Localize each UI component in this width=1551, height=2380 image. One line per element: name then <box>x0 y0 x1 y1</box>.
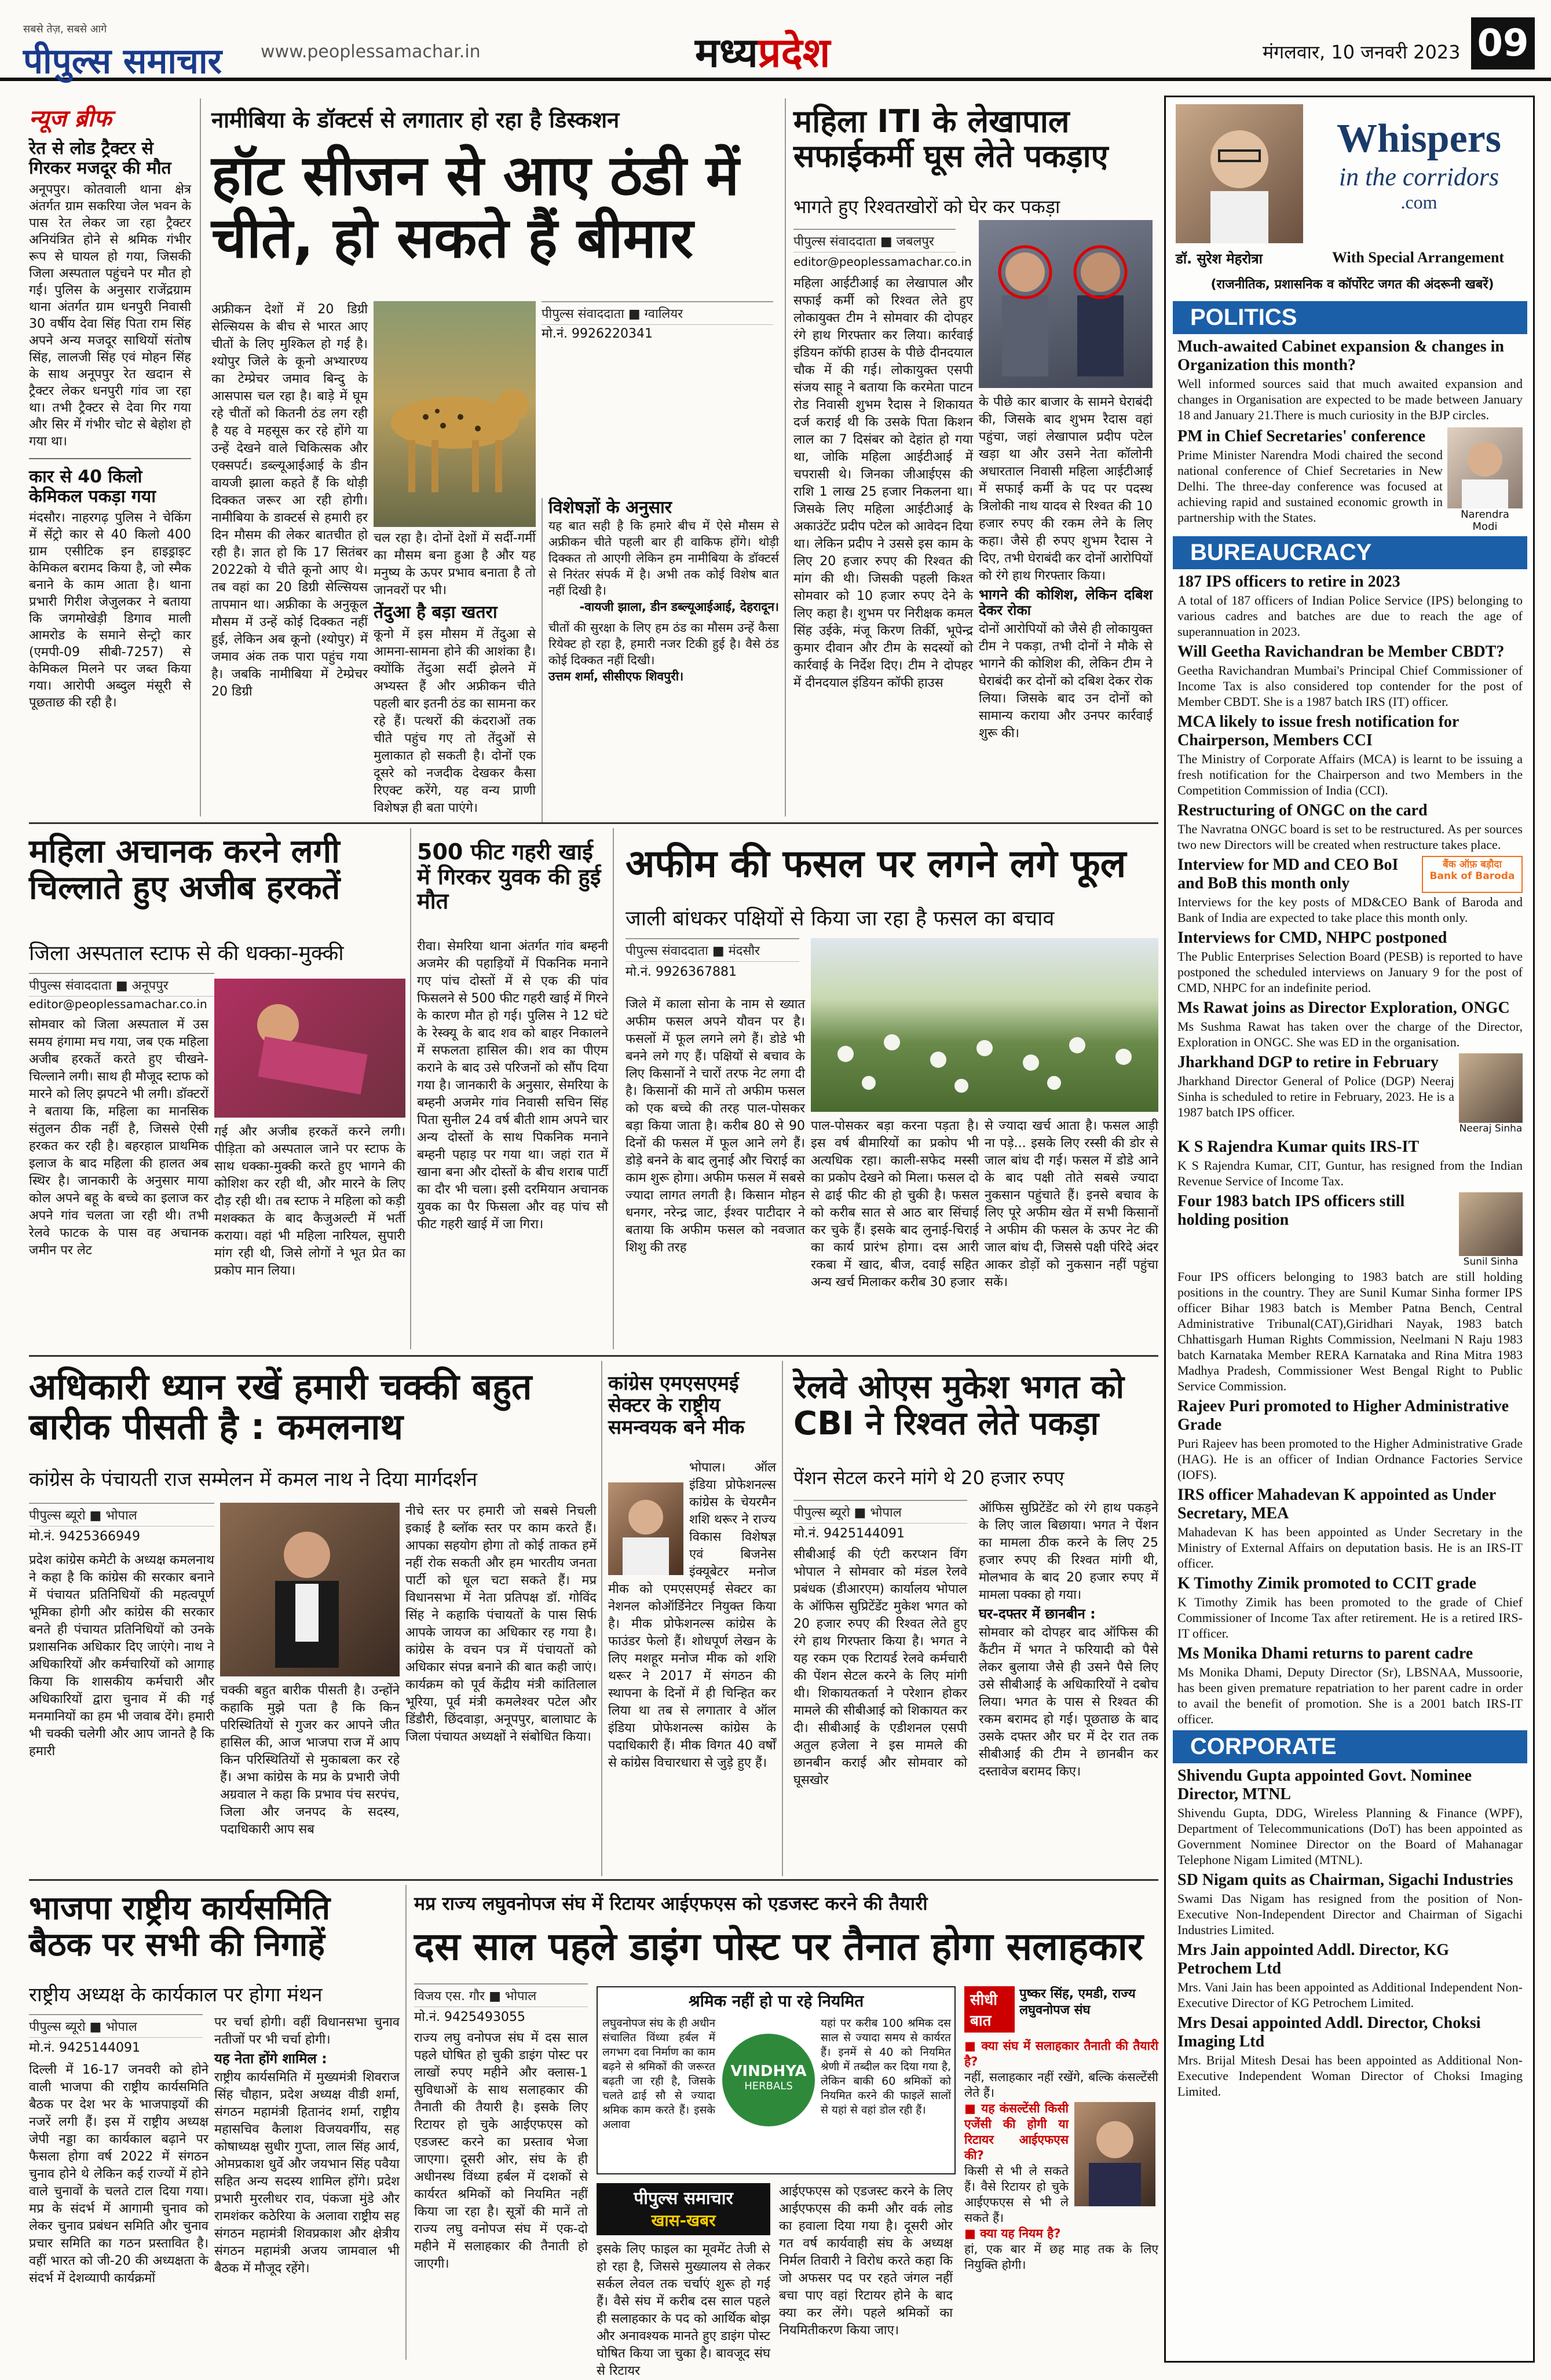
iti-col-2-text: के पीछे कार बाजार के सामने घेराबंदी की, जिसके बाद शुभम रैदास वहां पहुंचा, जहां लेखापाल प्रदीप पटेल खड़ा था और उसने नेता कॉलोनी अधारताल निवासी महिला आईटीआई में सफाई कर्मी के पद पर पदस्थ त्रिलोकी नाथ यादव से रिश्वत की 10 हजार रुपए की रकम लेने के लिए कहा। जैसे ही रुपए शुभम रैदास ने दिए, तभी घेराबंदी कर दोनों आरोपियों को रंगे हाथ गिरफ्तार किया। <box>979 395 1153 583</box>
bureaucracy-item-8 <box>1177 1053 1523 1134</box>
portrait-icon <box>1176 104 1303 243</box>
vindhya-herbals-logo <box>722 2034 815 2126</box>
bureaucracy-item-9-title[interactable]: K S Rajendra Kumar quits IRS-IT <box>1177 1138 1420 1156</box>
bureaucracy-item-6-body: The Public Enterprises Selection Board (PESB) is reported to have postponed the scheduled interviews on January 9 for the post of CMD, NHPC for an indefinite period. <box>1177 949 1523 995</box>
expert-box <box>542 498 779 822</box>
iti-email[interactable]: editor@peoplessamachar.co.in <box>793 255 972 269</box>
railway-col-2b-text: सोमवार को दोपहर बाद ऑफिस की कैंटीन में भगत ने फरियादी को पैसे लेकर बुलाया जैसे ही उसने पैसे लिए उसे सीबीआई के अधिकारियों ने दबोच लिया। भगत के पास से रिश्वत की रकम बरामद हो गई। पूछताछ के बाद उसके दफ्तर और घर में देर रात तक सीबीआई की टीम ने छानबीन कर दस्तावेज बरामद किए। <box>979 1625 1158 1779</box>
bureaucracy-item-9-body: K S Rajendra Kumar, CIT, Guntur, has resigned from the Indian Revenue Service of Income Tax. <box>1177 1158 1523 1188</box>
kamalnath-byline <box>29 1503 214 1526</box>
photo-spacer <box>608 1459 689 1575</box>
bureaucracy-header: BUREAUCRACY <box>1173 536 1527 569</box>
bjp-subhead: यह नेता होंगे शामिल : <box>214 2051 327 2067</box>
cheetah-col-1: अफ्रीकन देशों में 20 डिग्री सेल्सियस के बीच से भारत आए चीतों के लिए मुश्किल हो गई है। श्योपुर जिले के कूनो अभ्यारण्य का टेम्प्रेचर जमाव बिन्दु के आसपास चल रहा है। बाड़े में घूम रहे चीतों को कितनी ठंड लग रही है यह वे महसूस कर रहे होंगे या उन्हें देखने वाले चिकित्सक और एक्सपर्ट। डब्ल्यूआईआई के डीन वायजी झाला कहते हैं कि थोड़ी दिक्कत जरूर आ रही होगी। नामीबिया के डाक्टर्स से हमारी हर दिन मौसम की लेकर बातचीत हो रही है। ज्ञात हो कि 17 सितंबर 2022को ये चीते कूनो आए थे। तब वहां का 20 डिग्री सेल्सियस तापमान था। अफ्रीका के अनुकूल मौसम में उन्हें कोई दिक्कत नहीं हुई, लेकिन अब कूनो (श्योपुर) में जमाव अंक तक पारा पहुंच गया है। जबकि नामीबिया में टेम्प्रेचर 20 डिग्री <box>211 302 368 699</box>
seedhi-baat-box <box>964 1986 1158 2357</box>
shramik-box <box>597 1986 956 2174</box>
byline-text: पीपुल्स संवाददाता ■ जबलपुर <box>793 235 934 249</box>
politics-item-1-title[interactable]: Much-awaited Cabinet expansion & changes in Organization this month? <box>1177 338 1504 374</box>
bjp-byline <box>29 2014 203 2038</box>
bureaucracy-item-13-title[interactable]: K Timothy Zimik promoted to CCIT grade <box>1177 1575 1476 1592</box>
bureaucracy-item-11-body: Puri Rajeev has been promoted to the Higher Administrative Grade (HAG). He is an officer of Indian Ordnance Factories Service (IOFS). <box>1177 1436 1523 1482</box>
brief-2-headline: कार से 40 किलो केमिकल पकड़ा गया <box>29 467 156 507</box>
seedhi-baat-person: पुष्कर सिंह, एमडी, राज्य लघुवनोपज संघ <box>1019 1987 1136 2017</box>
modi-photo <box>1447 427 1523 508</box>
column-rule <box>410 828 411 1349</box>
afeem-mobile: मो.नं. 9926367881 <box>625 965 737 979</box>
corporate-item-3-title[interactable]: Mrs Jain appointed Addl. Director, KG Petrochem Ltd <box>1177 1941 1450 1978</box>
bureaucracy-item-8-text <box>1177 1053 1454 1134</box>
kamalnath-col-3: नीचे स्तर पर हमारी जो सबसे निचली इकाई है ब्लॉक स्तर पर काम करते हैं। आपका सहयोग होगा तो कोई ताकत हमें नहीं रोक सकती और हम भारतीय जनता पार्टी को धूल चटा सकते हैं। मप्र विधानसभा में नेता प्रतिपक्ष डॉ. गोविंद सिंह ने कहाकि पंचायतों के पास सिर्फ आपके जायज का अधिकार रह गया है। कांग्रेस के वचन पत्र में पंचायतों को अधिकार संपन्न बनाने की बात कही जाएं। कार्यक्रम को पूर्व केंद्रीय मंत्री कांतिलाल भूरिया, पूर्व मंत्री कमलेश्वर पटेल और डिंडौरी, छिंदवाड़ा, अनूपपुर, बालाघाट के जिला पंचायत अध्यक्षों ने संबोधित किया। <box>405 1504 597 1744</box>
politics-item-1-body: Well informed sources said that much awaited expansion and changes in Organisation are expected to be made between January 18 and January 21.There is much curiosity in the BJP circles. <box>1177 376 1523 422</box>
iti-arrest-photo <box>979 220 1153 388</box>
bureaucracy-item-13-body: K Timothy Zimik has been promoted to the grade of Chief Commissioner of Income Tax after retirement. He is a retired IRS-IT officer. <box>1177 1595 1523 1641</box>
pushkar-photo <box>1074 2102 1155 2206</box>
khas-brand-a: पीपुल्स <box>634 2188 678 2209</box>
column-rule <box>601 1361 602 1876</box>
khas-brand-b: समाचार <box>683 2188 733 2209</box>
vindhya-logo-text: VINDHYA <box>730 2063 807 2080</box>
politics-item-2 <box>1177 427 1523 533</box>
seedhi-a1: नहीं, सलाहकार नहीं रखेंगे, बल्कि कंसल्टेंसी लेते हैं। <box>964 2070 1158 2100</box>
meek-body-text: भोपाल। ऑल इंडिया प्रोफेशनल्स कांग्रेस के चेयरमैन शशि थरूर ने राज्य विकास विशेषज्ञ एवं बिजनेस इंक्यूबेटर मनोज मीक को एमएसएमई सेक्टर का नेशनल कोऑर्डिनेटर नियुक्त किया है। मीक प्रोफेशनल्स कांग्रेस के फाउंडर फेलो हैं। शोधपूर्ण लेखन के लिए मशहूर मनोज मीक को शशि थरूर ने 2017 में संगठन की स्थापना के दिनों में ही चिन्हित कर लिया था तब से लगातार वे ऑल इंडिया प्रोफेशनल्स कांग्रेस के पदाधिकारी हैं। मीक विगत 40 वर्षों से कांग्रेस विचारधारा से जुड़े हुए हैं। <box>608 1460 776 1770</box>
whispers-logo <box>1312 116 1526 243</box>
bureaucracy-item-5 <box>1177 856 1523 893</box>
seedhi-q1: ■ क्या संघ में सलाहकार तैनाती की तैयारी है? <box>964 2039 1158 2068</box>
byline-text: पीपुल्स संवाददाता ■ अनूपपुर <box>29 979 169 993</box>
afeem-kicker: जाली बांधकर पक्षियों से किया जा रहा है फसल का बचाव <box>625 907 1055 931</box>
bureaucracy-item-7-body: Ms Sushma Rawat has taken over the charge of the Director, Exploration in ONGC. She was ED in the organisation. <box>1177 1019 1523 1049</box>
bureaucracy-item-10-text <box>1177 1192 1454 1268</box>
afeem-headline: अफीम की फसल पर लगने लगे फूल <box>625 841 1126 886</box>
railway-byline <box>793 1500 967 1524</box>
shramik-box-col-1: लघुवनोपज संघ के ही अधीन संचालित विंध्या हर्बल में लगभग दवा निर्माण का काम बढ़ने से श्रमिकों की जरूरत बढ़ती जा रही है, जिसके चलते ढाई सौ से ज्यादा श्रमिक काम करते हैं। इसके अलावा <box>602 2017 715 2131</box>
laghu-col-4: आईएफएस को एडजस्ट करने के लिए आईएफएस की कमी और वर्क लोड का हवाला दिया गया है। दूसरी ओर गत वर्ष कार्यवाही संघ के अध्यक्ष निर्मल तिवारी ने विरोध करते कहा कि जो अफसर पद पर रहते जंगल नहीं बचा पाए वहां रिटायर होने के बाद क्या कर लेंगे। पहले श्रमिकों का नियमितीकरण किया जाए। <box>779 2184 953 2338</box>
section-title <box>695 23 830 79</box>
column-rule <box>785 98 786 816</box>
cheetah-byline <box>542 301 773 325</box>
expert-quote-2: चीतों की सुरक्षा के लिए हम ठंड का मौसम उन्हें कैसा रियेक्ट हो रहा है, हमारी नजर टिकी हुई है। वैसे ठंड कोई दिक्कत नहीं दिखी। <box>548 620 779 667</box>
woman-figure-icon <box>214 979 405 1118</box>
byline-text: पीपुल्स ब्यूरो ■ भोपाल <box>29 1508 137 1523</box>
divider <box>29 458 191 459</box>
expert-quote-2-attrib: उत्तम शर्मा, सीसीएफ शिवपुरी। <box>548 669 684 683</box>
byline-text: पीपुल्स संवाददाता ■ मंदसौर <box>625 944 760 958</box>
iti-headline: महिला ITI के लेखापाल सफाईकर्मी घूस लेते पकड़ाए <box>793 103 1109 175</box>
afeem-col-3: से ज्यादा खर्च आता है। फसल आड़ी ना पड़े... इसके लिए रस्सी की डोर से जाल बांध दी गई। फसल में डोडे आने के बाद पक्षी तोते सबसे ज्यादा नुकसान पहुंचाते हैं। इनसे बचाव के लिए पूरे अफीम खेत में सभी किसानों ने अफीम की फसल के ऊपर नेट की जाल बांध दी, जिससे पक्षी पंरिदे अंदर आकर डोड़ों को नुकसान नहीं पहुंचा सकें। <box>985 1119 1158 1290</box>
corporate-item-3-body: Mrs. Vani Jain has been appointed as Additional Independent Non-Executive Director of KG Petrochem Limited. <box>1177 1980 1523 2010</box>
row-rule <box>29 822 1158 824</box>
sunil-photo-block <box>1459 1192 1523 1268</box>
bureaucracy-item-12-body: Mahadevan K has been appointed as Under Secretary in the Ministry of External Affairs on deputation basis. He is an IRS-IT officer. <box>1177 1525 1523 1570</box>
bjp-col-2-text: पर चर्चा होगी। वहीं विधानसभा चुनाव नतीजों पर भी चर्चा होगी। <box>214 2015 400 2047</box>
bob-logo-hindi: बैंक ऑफ़ बड़ौदा <box>1443 859 1502 870</box>
politics-item-2-body: Prime Minister Narendra Modi chaired the second national conference of Chief Secretaries in New Delhi. The three-day conference was focused at achieving rapid and sustained economic growth in partnership with the States. <box>1177 448 1443 525</box>
mahila-byline <box>29 973 214 997</box>
corporate-item-2-body: Swami Das Nigam has resigned from the position of Non-Executive Non-Independent Director and Chairman of Sigachi Industries Limited. <box>1177 1891 1523 1937</box>
mahila-kicker: जिला अस्पताल स्टाफ से की धक्का-मुक्की <box>29 942 344 965</box>
logo-tagline: सबसे तेज़, सबसे आगे <box>23 23 107 35</box>
corporate-items <box>1173 1763 1527 2103</box>
corporate-item-1-body: Shivendu Gupta, DDG, Wireless Planning & Finance (WPF), Department of Telecommunications (DoT) has been appointed as Government Nominee Director on the Board of Mahanagar Telephone Nigam Limited (MTNL). <box>1177 1806 1523 1867</box>
cheetah-figure-icon <box>374 301 536 527</box>
brief-2-body: मंदसौर। नाहरगढ़ पुलिस ने चेकिंग में सेंट्रो कार से 40 किलो 400 ग्राम एसीटिक इन हाइड्राइट केमिकल बरामद किया है, जो स्मैक बनाने के काम आता है। थाना प्रभारी गिरीश जेजुलकर ने बताया कि जगमोखेड़ी डिगाव माली आमरोड के समाने सेन्ट्रो कार (एमपी-09 सीबी-7257) से केमिकल मिलने पर जब्त किया गया। आरोपी अब्दुल मंसूरी से पूछताछ की रही है। <box>29 511 191 711</box>
brief-1-body: अनूपपुर। कोतवाली थाना क्षेत्र अंतर्गत ग्राम सकरिया जेल भवन के पास रेत लेकर जा रहा ट्रैक्टर अनियंत्रित होने से श्रमिक गंभीर रूप से घायल हो गया, जिसकी जिला अस्पताल पहुंचने पर मौत हो गई। पुलिस के अनुसार राजेंद्रग्राम थाना अंतर्गत ग्राम धनपुरी निवासी 30 वर्षीय देवा सिंह पिता राम सिंह अपने अन्य मजदूर साथियों संतोष सिंह, लालजी सिंह एवं मोहन सिंह के साथ अनूपपुर रेत खदान से ट्रैक्टर लेकर धनपुरी गांव जा रहा था। तभी ट्रैक्टर से देवा गिर गया और सिर में गंभीर चोट से बेहोश हो गया था। <box>29 182 191 449</box>
cheetah-kicker: नामीबिया के डॉक्टर्स से लगातार हो रहा है डिस्कशन <box>211 107 620 133</box>
bjp-col-1: दिल्ली में 16-17 जनवरी को होने वाली भाजपा की राष्ट्रीय कार्यसमिति बैठक पर देश भर के भाजपाइयों की नजरें लगी हैं। इस में राष्ट्रीय अध्यक्ष जेपी नड्डा का कार्यकाल बढ़ाने पर फैसला होगा वर्ष 2022 में संगठन चुनाव होने थे लेकिन कई राज्यों में होने वाले चुनावों के चलते टाल दिया गया। मप्र के संदर्भ में आगामी चुनाव को लेकर चुनाव प्रबंधन समिति और चुनाव प्रचार समिति का गठन प्रस्तावित है। वहीं भारत को जी-20 की अध्यक्षता के संदर्भ में देशव्यापी कार्यक्रमों <box>29 2063 208 2286</box>
speaker-icon <box>220 1503 400 1676</box>
bureaucracy-item-2-title[interactable]: Will Geetha Ravichandran be Member CBDT? <box>1177 643 1505 661</box>
opium-field-photo <box>811 938 1158 1112</box>
seedhi-a2: किसी से भी ले सकते हैं। वैसे रिटायर हो चुके आईएफएस से भी ले सकते हैं। <box>964 2164 1069 2225</box>
kamalnath-headline: अधिकारी ध्यान रखें हमारी चक्की बहुत बारीक पीसती है : कमलनाथ <box>29 1365 532 1448</box>
railway-col-1: सीबीआई की एंटी करप्शन विंग भोपाल ने सोमवार को मंडल रेलवे प्रबंधक (डीआरएम) कार्यालय भोपाल के ऑफिस सुप्रिटेंडेंट मुकेश भगत को 20 हजार रुपए की रिश्वत लेते हुए रंगे हाथ गिरफ्तार किया है। भगत ने यह रकम एक रिटायर्ड रेलवे कर्मचारी की पेंशन सेटल करने के लिए मांगी थी। शिकायतकर्ता ने परेशान होकर मामले की सीबीआई को शिकायत कर दी। सीबीआई के एडीशनल एसपी अतुल हजेला ने इस मामले की छानबीन कराई और सोमवार को घूसखोर <box>793 1547 967 1788</box>
kamalnath-col-1: प्रदेश कांग्रेस कमेटी के अध्यक्ष कमलनाथ ने कहा है कि कांग्रेस की सरकार बनाने में पंचायत प्रतिनिधियों की महत्वपूर्ण भूमिका होगी और कांग्रेस की सरकार बनते ही पंचायत प्रतिनिधियों को उनके प्रशासनिक अधिकार दिए जाएंगे। नाथ ने अधिकारियों और कर्मचारियों को आगाह किया कि शासकीय कर्मचारी और अधिकारियों द्वारा चुनाव में की गई मनमानियों का हम भी जवाब देंगे। हमारी भी चक्की चलेगी और आप जानते है कि हमारी <box>29 1553 214 1759</box>
bob-logo-english: Bank of Baroda <box>1429 870 1515 882</box>
neeraj-photo <box>1459 1053 1523 1123</box>
cheetah-headline: हॉट सीजन से आए ठंडी में चीते, हो सकते हैं बीमार <box>211 143 740 270</box>
railway-mobile: मो.नं. 9425144091 <box>793 1526 905 1541</box>
modi-photo-block <box>1447 427 1523 533</box>
bjp-col-2b-text: राष्ट्रीय कार्यसमिति में मुख्यमंत्री शिवराज सिंह चौहान, प्रदेश अध्यक्ष वीडी शर्मा, संगठन महामंत्री हितानंद शर्मा, राष्ट्रीय महासचिव कैलाश विजयवर्गीय, सह कोषाध्यक्ष सुधीर गुप्ता, लाल सिंह आर्य, ओमप्रकाश धुर्वे और जयभान सिंह पवैया सहित अन्य सदस्य शामिल होंगे। प्रदेश प्रभारी मुरलीधर राव, पंकजा मुंडे और रामशंकर कठेरिया के अलावा राष्ट्रीय सह संगठन महामंत्री शिवप्रकाश और क्षेत्रीय संगठन महामंत्री अजय जामवाल भी बैठक में मौजूद रहेंगे। <box>214 2070 400 2276</box>
corporate-item-1-title[interactable]: Shivendu Gupta appointed Govt. Nominee Director, MTNL <box>1177 1767 1472 1803</box>
column-rule <box>782 1361 783 1876</box>
politics-header: POLITICS <box>1173 301 1527 334</box>
mahila-headline: महिला अचानक करने लगी चिल्लाते हुए अजीब हरकतें <box>29 833 341 907</box>
column-rule <box>405 1885 407 2360</box>
seedhi-baat-header <box>964 1986 1158 2033</box>
kamalnath-col-2: चक्की बहुत बारीक पीसती है। उन्होंने कहाकि मुझे पता है कि किन परिस्थितियों से गुजर कर आपने जीत हासिल की, आज भाजपा राज में आप किन परिस्थितियों से मुकाबला कर रहे हैं। अभा कांग्रेस के मप्र के प्रभारी जेपी अग्रवाल ने कहा कि प्रभाव पंच सरपंच, जिला और जनपद के सदस्य, पदाधिकारी आप सब <box>220 1683 400 1837</box>
iti-byline <box>793 229 956 252</box>
section-title-a: मध्य <box>695 29 758 76</box>
whispers-content <box>1173 301 1527 2357</box>
whispers-logo-2: in the corridors <box>1338 163 1499 191</box>
mahila-col-1: सोमवार को जिला अस्पताल में उस समय हंगामा मच गया, जब एक महिला अजीब हरकतें करते हुए चीखने-चिल्लाने लगी। साथ ही मौजूद स्टाफ को मारने को लिए झपटने भी लगी। डॉक्टरों ने बताया कि, महिला का मानसिक संतुलन ठीक नहीं है, जिससे ऐसी हरकत कर रही है। बहरहाल प्राथमिक इलाज के बाद महिला की हालत अब स्थिर है। जानकारी के अनुसार माया कोल अपने बहू के बच्चे का इलाज कर अपने गांव चलता जा रही थी। तभी रेलवे फाटक के पास वह अचानक जमीन पर लेट <box>29 1017 208 1258</box>
flower-field-icon <box>811 938 1158 1112</box>
whispers-description: (राजनीतिक, प्रशासनिक व कॉर्पोरेट जगत की अंदरूनी खबरें) <box>1210 277 1494 292</box>
portrait-icon <box>1074 2102 1155 2206</box>
kamalnath-photo <box>220 1503 400 1676</box>
bureaucracy-item-2-body: Geetha Ravichandran Mumbai's Principal Chief Commissioner of Income Tax is also considered top contender for the post of Member CBDT. She is a 1987 batch IRS (IT) officer. <box>1177 663 1523 709</box>
seedhi-q2: ■ यह कंसल्टेंसी किसी एजेंसी की होगी या रिटायर आईएफएस की? <box>964 2101 1069 2162</box>
politics-item-2-text <box>1177 427 1443 533</box>
kamalnath-mobile: मो.नं. 9425366949 <box>29 1529 141 1544</box>
railway-subhead: घर-दफ्तर में छानबीन : <box>979 1606 1096 1622</box>
bureaucracy-item-10-title[interactable]: Four 1983 batch IPS officers still holding position <box>1177 1192 1405 1229</box>
modi-caption: Narendra Modi <box>1461 508 1509 533</box>
bjp-kicker: राष्ट्रीय अध्यक्ष के कार्यकाल पर होगा मंथन <box>29 1983 323 2006</box>
bureaucracy-item-8-title[interactable]: Jharkhand DGP to retire in February <box>1177 1053 1439 1071</box>
iti-subhead: भागने की कोशिश, लेकिन दबिश देकर रोका <box>979 587 1153 618</box>
railway-col-2 <box>979 1500 1158 1876</box>
bureaucracy-item-12-title[interactable]: IRS officer Mahadevan K appointed as Under Secretary, MEA <box>1177 1486 1496 1522</box>
author-photo <box>1176 104 1303 243</box>
bureaucracy-item-10 <box>1177 1192 1523 1268</box>
seedhi-q3: ■ क्या यह नियम है? <box>964 2227 1061 2240</box>
byline-text: पीपुल्स ब्यूरो ■ भोपाल <box>29 2020 137 2034</box>
bank-of-baroda-logo <box>1422 856 1523 893</box>
khas-brand <box>597 2183 770 2209</box>
special-arrangement: With Special Arrangement <box>1332 249 1505 266</box>
meek-body <box>608 1459 776 1876</box>
neeraj-photo-block <box>1459 1053 1523 1134</box>
shramik-box-col-2: यहां पर करीब 100 श्रमिक दस साल से ज्यादा समय से कार्यरत हैं। इनमें से 40 को नियमित श्रेणी में तब्दील कर दिया गया है, लेकिन बाकी 60 श्रमिकों को नियमित करने की फाइलें सालों से यहां से वहां डोल रही हैं। <box>821 2017 951 2117</box>
page-number: 09 <box>1471 17 1535 69</box>
bureaucracy-item-5-title[interactable]: Interview for MD and CEO BoI and BoB this month only <box>1177 856 1399 892</box>
afeem-byline <box>625 938 799 962</box>
bureaucracy-item-1-body: A total of 187 officers of Indian Police Service (IPS) belonging to various cadres and batches are due to reach the age of superannuation in 2023. <box>1177 593 1523 639</box>
peoples-khas-khabar-badge <box>597 2183 770 2235</box>
mahila-col-2: गई और अजीब हरकतें करने लगी। पीड़िता को अस्पताल जाने पर स्टाफ के साथ धक्का-मुक्की करते हुए भागने की कोशिश कर रही थी, और मारने के लिए दौड़ रही थी। तब स्टाफ ने महिला को कड़ी मशक्कत के बाद कैजुअल्टी में भर्ती कराया। वहां भी महिला नारियल, सुपारी मांग रही थी, जिसे लोगों ने भूत प्रेत का प्रकोप मान लिया। <box>214 1125 405 1278</box>
khas-khabar-label: खास-खबर <box>651 2211 716 2230</box>
laghu-mobile: मो.नं. 9425493055 <box>414 2010 526 2024</box>
bjp-col-2 <box>214 2014 400 2357</box>
newspaper-logo[interactable] <box>23 22 222 83</box>
portrait-icon <box>1447 427 1523 508</box>
people-icon <box>979 220 1153 388</box>
bureaucracy-item-7-title[interactable]: Ms Rawat joins as Director Exploration, ONGC <box>1177 999 1510 1017</box>
expert-title: विशेषज्ञों के अनुसार <box>548 497 672 518</box>
expert-quote-1-attrib: -वायजी झाला, डीन डब्ल्यूआईआई, देहरादून। <box>579 599 779 614</box>
byline-text: पीपुल्स संवाददाता ■ ग्वालियर <box>542 307 683 321</box>
politics-items <box>1173 334 1527 536</box>
expert-quote-1: यह बात सही है कि हमारे बीच में ऐसे मौसम से अफ्रीकन चीते पहली बार ही वाकिफ होंगे। थोड़ी दिक्कत तो आएगी लेकिन हम नामीबिया के डॉक्टर्स से निरंतर संपर्क में है। अभी तक कोई विशेष बात नहीं दिखी है। <box>548 518 779 598</box>
iti-kicker: भागते हुए रिश्वतखोरों को घेर कर पकड़ा <box>793 196 1060 218</box>
cheetah-col-2 <box>374 530 536 819</box>
bjp-headline: भाजपा राष्ट्रीय कार्यसमिति बैठक पर सभी की निगाहें <box>29 1890 331 1964</box>
corporate-item-4-body: Mrs. Brijal Mitesh Desai has been appointed as Additional Non-Executive Independent Woman Director of Choksi Imaging Limited. <box>1177 2053 1523 2099</box>
khai-body: रीवा। सेमरिया थाना अंतर्गत गांव बम्हनी अजमेर की पहाड़ियों में पिकनिक मनाने गए पांच दोस्तों में से एक की पांव फिसलने से 500 फीट गहरी खाई में गिरने के कारण मौत हो गई। पुलिस ने 12 घंटे के रेस्क्यू के बाद शव को बाहर निकालने में सफलता हासिल की। शव का पीएम कराने के बाद उसे परिजनों को सौंप दिया गया है। जानकारी के अनुसार, सेमरिया के बम्हनी अजमेर गांव निवासी सचिन सिंह पिता सुनील 24 वर्ष बीती शाम अपने चार अन्य दोस्तों के साथ पिकनिक मनाने बम्हनी पहाड़ पर गया था। जहां रात में खाना बना और दोस्तों के बीच शराब पार्टी का दौर भी चला। इसी दरमियान अचानक युवक का पैर फिसला और वह पांच सौ फीट गहरी खाई में जा गिरा। <box>417 939 608 1232</box>
row-rule <box>29 1879 1158 1881</box>
section-title-b: प्रदेश <box>758 29 831 76</box>
mahila-email[interactable]: editor@peoplessamachar.co.in <box>29 997 207 1011</box>
bureaucracy-items <box>1173 569 1527 1730</box>
iti-col-2b-text: दोनों आरोपियों को जैसे ही लोकायुक्त टीम ने पकड़ा, तभी दोनों ने मौके से भागने की कोशिश की, लेकिन टीम ने घेराबंदी कर दोनों को दबिश देकर रोक लिया। जिसके बाद उन दोनों को सामान्य कराया और उनपर कार्रवाई शुरू की। <box>979 621 1153 741</box>
column-rule <box>200 98 201 816</box>
afeem-col-2: पाल-पोसकर बड़ा करना पड़ता है। इस वर्ष बीमारियों का प्रकोप भी अत्यधिक रहा। काली-सफेद मस्सी का प्रकोप देखने को मिला। फसल दो से ढाई फीट की हो चुकी है। फसल को करीब सात से आठ बार सिंचाई कर चुके हैं। इसके बाद लुनाई-चिराई का कार्य प्रारंभ होगा। दस आरी रकबा में खाद, बीज, दवाई सहित अन्य खर्च मिलाकर करीब 30 हजार <box>811 1119 979 1290</box>
bureaucracy-item-10-body: Four IPS officers belonging to 1983 batch are still holding positions in the country. They are Sunil Kumar Sinha former IPS officer Bihar 1983 batch is Member Patna Bench, Central Administrative Tribunal(CAT),Giridhari Nayak, 1983 batch Chhattisgarh Human Rights Commission, Neelmani N Raju 1983 batch Karnataka Member RERA Karnataka and Rina Mitra 1983 Madhya Pradesh, Commissioner West Bengal Right to Public Service Commission. <box>1177 1269 1523 1393</box>
iti-col-2 <box>979 394 1153 819</box>
website-url[interactable]: www.peoplessamachar.in <box>261 42 481 62</box>
railway-col-2-text: ऑफिस सुप्रिटेंडेंट को रंगे हाथ पकड़ने के लिए जाल बिछाया। भगत ने पेंशन का मामला ठीक करने के लिए 25 हजार रुपए की रिश्वत मांगी थी, मोलभाव के बाद 20 हजार रुपए में मामला पक्का हो गया। <box>979 1501 1158 1602</box>
laghu-byline <box>414 1983 588 2007</box>
laghu-kicker: मप्र राज्य लघुवनोपज संघ में रिटायर आईएफएस को एडजस्ट करने की तैयारी <box>414 1892 928 1914</box>
bureaucracy-item-3-title[interactable]: MCA likely to issue fresh notification for Chairperson, Members CCI <box>1177 713 1459 749</box>
cheetah-photo <box>374 301 536 527</box>
bureaucracy-item-6-title[interactable]: Interviews for CMD, NHPC postponed <box>1177 929 1447 947</box>
iti-col-1: महिला आईटीआई का लेखापाल और सफाई कर्मी को रिश्वत लेते हुए लोकायुक्त टीम ने सोमवार की दोपहर रंगे हाथ गिरफ्तार कर लिया। कार्रवाई इंडियन कॉफी हाउस के पीछे दीनदयाल चौक में की गई। लोकायुक्त एसपी संजय साहू ने बताया कि करमेता पाटन रोड निवासी शुभम रैदास ने शिकायत दर्ज कराई थी कि उसके पिता किशन लाल का 7 दिसंबर को देहांत हो गया था, जोकि महिला आईटीआई में चपरासी थे। जिनका जीआईएस की राशि 1 लाख 25 हजार निकलना था। जिसके लिए महिला आईटीआई के अकाउंटेंट प्रदीप पटेल को आवेदन दिया था। लेकिन प्रदीप ने उससे इस काम के लिए 20 हजार रुपए की रिश्वत की मांग की थी। जिसकी पहली किश्त सोमवार को 10 हजार रुपए देने के लिए कहा है। शुभम पर निरीक्षक कमल सिंह उईके, मंजू किरण तिर्की, भूपेन्द्र कुमार दीवान और टीम के सदस्यों को कार्रवाई के निर्देश दिए। टीम ने दोपहर में दीनदयाल इंडियन कॉफी हाउस <box>793 276 973 690</box>
bureaucracy-item-11-title[interactable]: Rajeev Puri promoted to Higher Administrative Grade <box>1177 1397 1509 1434</box>
bureaucracy-item-1-title[interactable]: 187 IPS officers to retire in 2023 <box>1177 573 1400 591</box>
laghu-col-1: राज्य लघु वनोपज संघ में दस साल पहले घोषित हो चुकी डाइंग पोस्ट पर लाखों रुपए महीने और क्लास-1 सुविधाओं के साथ सलाहकार की तैनाती की तैयारी है। इसके लिए रिटायर हो चुके आईएफएस को एडजस्ट करने का प्रस्ताव भेजा जाएगा। दूसरी ओर, संघ के ही अधीनस्थ विंध्या हर्बल में दशकों से कार्यरत श्रमिकों को नियमित नहीं किया जा रहा है। सूत्रों की मानें तो राज्य लघु वनोपज संघ में एक-दो महीने में सलाहकार की तैनाती हो जाएगी। <box>414 2031 588 2271</box>
issue-date: मंगलवार, 10 जनवरी 2023 <box>1263 41 1461 63</box>
cheetah-subhead: तेंदुआ है बड़ा खतरा <box>374 602 498 623</box>
whispers-logo-3: .com <box>1400 192 1437 213</box>
sunil-caption: Sunil Sinha <box>1463 1256 1519 1268</box>
byline-text: पीपुल्स ब्यूरो ■ भोपाल <box>793 1506 902 1520</box>
row-rule <box>29 1355 1158 1357</box>
afeem-col-1: जिले में काला सोना के नाम से ख्यात अफीम फसल अपने यौवन पर है। फसलों में फूल लगने लगे हैं। डोडे भी बनने लगे गए हैं। पक्षियों से बचाव के लिए किसानों ने चारों तरफ नेट लगा दी है। किसानों की मानें तो अफीम फसल को एक बच्चे की तरह पाल-पोसकर बड़ा किया जाता है। करीब 80 से 90 दिनों की फसल में फूल आने लगे हैं। डोड़े बनने के बाद लुनाई और चिराई का काम शुरू होगा। अफीम फसल में सबसे ज्यादा लागत लगती है। किसान मोहन धनगर, नरेन्द्र जाट, ईश्वर पाटीदार ने बताया कि अफीम फसल को नवजात शिशु की तरह <box>625 997 805 1255</box>
author-name: डॉ. सुरेश मेहरोत्रा <box>1176 251 1263 267</box>
khai-headline: 500 फीट गहरी खाई में गिरकर युवक की हुई मौत <box>417 839 601 914</box>
seedhi-a3: हां, एक बार में छह माह तक के लिए नियुक्ति होगी। <box>964 2242 1158 2272</box>
column-rule <box>613 828 614 1349</box>
bureaucracy-item-3-body: The Ministry of Corporate Affairs (MCA) is learnt to be issuing a fresh notification for the Chairperson and two Members in the Competition Commission of India (CCI). <box>1177 752 1523 797</box>
woman-photo <box>214 979 405 1118</box>
brief-1-headline: रेत से लोड ट्रैक्टर से गिरकर मजदूर की मौत <box>29 138 171 178</box>
cheetah-mobile: मो.नं. 9926220341 <box>542 327 653 341</box>
meek-headline: कांग्रेस एमएसएमई सेक्टर के राष्ट्रीय समन्वयक बने मीक <box>608 1372 745 1440</box>
bureaucracy-item-4-body: The Navratna ONGC board is set to be restructured. As per sources two new Directors will be created when restructure takes place. <box>1177 822 1523 852</box>
bureaucracy-item-4-title[interactable]: Restructuring of ONGC on the card <box>1177 801 1428 819</box>
bureaucracy-item-14-body: Ms Monika Dhami, Deputy Director (Sr), LBSNAA, Mussoorie, has been given premature repatriation to her parent cadre in order to avail the benefit of promotion. She is a 2001 batch IRS-IT officer. <box>1177 1665 1523 1726</box>
herbals-logo-text: HERBALS <box>744 2080 793 2092</box>
news-brief-title: न्यूज ब्रीफ <box>29 105 112 132</box>
logo-text: पीपुल्स समाचार <box>23 41 222 82</box>
railway-kicker: पेंशन सेटल करने मांगे थे 20 हजार रुपए <box>793 1467 1065 1489</box>
bureaucracy-item-14-title[interactable]: Ms Monika Dhami returns to parent cadre <box>1177 1645 1473 1663</box>
byline-text: विजय एस. गौर ■ भोपाल <box>414 1989 537 2004</box>
bureaucracy-item-5-body: Interviews for the key posts of MD&CEO Bank of Baroda and Bank of India are expected to take place this month only. <box>1177 895 1523 925</box>
laghu-col-3 <box>597 2241 770 2378</box>
corporate-item-4-title[interactable]: Mrs Desai appointed Addl. Director, Choksi Imaging Ltd <box>1177 2014 1481 2051</box>
politics-item-2-title[interactable]: PM in Chief Secretaries' conference <box>1177 427 1426 445</box>
shramik-box-title: श्रमिक नहीं हो पा रहे नियमित <box>688 1991 864 2011</box>
laghu-col-3-text: इसके लिए फाइल का मूवमेंट तेजी से हो रहा है, जिससे मुख्यालय से लेकर सर्कल लेवल तक चर्चाएं शुरू हो गई हैं। वैसे संघ में करीब दस साल पहले ही सलाहकार के पद को आर्थिक बोझ और अनावश्यक मानते हुए डाइंग पोस्ट घोषित किया जा चुका है। बावजूद संघ से रिटायर <box>597 2242 770 2378</box>
cheetah-col-2-text: चल रहा है। दोनों देशों में सर्दी-गर्मी का मौसम बना हुआ है और यह मनुष्य के ऊपर प्रभाव बनाता है तो जानवरों पर भी। <box>374 531 536 598</box>
bureaucracy-item-8-body: Jharkhand Director General of Police (DGP) Neeraj Sinha is scheduled to retire in February, 2023. He is a 1987 batch IPS officer. <box>1177 1074 1454 1119</box>
cheetah-col-2b-text: कूनो में इस मौसम में तेंदुआ से आमना-सामना होने की आशंका है। क्योंकि तेंदुआ सर्दी झेलने में अभ्यस्त हैं और अफ्रीकन चीते पहली बार इतनी ठंड का सामना कर रहे हैं। पत्थरों की कंदराओं तक चीते पहुंच गए तो तेंदुओं से मुलाकात हो सकती है। दोनों एक दूसरे को नजदीक देखकर कैसा रिएक्ट करेंगे, यह वन्य प्राणी विशेषज्ञ ही बता पाएंगे। <box>374 627 536 815</box>
sunil-photo <box>1459 1192 1523 1256</box>
corporate-header: CORPORATE <box>1173 1730 1527 1763</box>
railway-headline: रेलवे ओएस मुकेश भगत को CBI ने रिश्वत लेते पकड़ा <box>793 1368 1125 1442</box>
neeraj-caption: Neeraj Sinha <box>1459 1123 1523 1134</box>
seedhi-baat-label: सीधी बात <box>964 1986 1015 2033</box>
whispers-logo-1: Whispers <box>1337 116 1501 161</box>
bjp-mobile: मो.नं. 9425144091 <box>29 2041 141 2055</box>
kamalnath-kicker: कांग्रेस के पंचायती राज सम्मेलन में कमल नाथ ने दिया मार्गदर्शन <box>29 1468 478 1491</box>
news-brief <box>29 101 191 711</box>
corporate-item-2-title[interactable]: SD Nigam quits as Chairman, Sigachi Industries <box>1177 1871 1513 1889</box>
laghu-headline: दस साल पहले डाइंग पोस्ट पर तैनात होगा सलाहकार <box>414 1924 1143 1969</box>
